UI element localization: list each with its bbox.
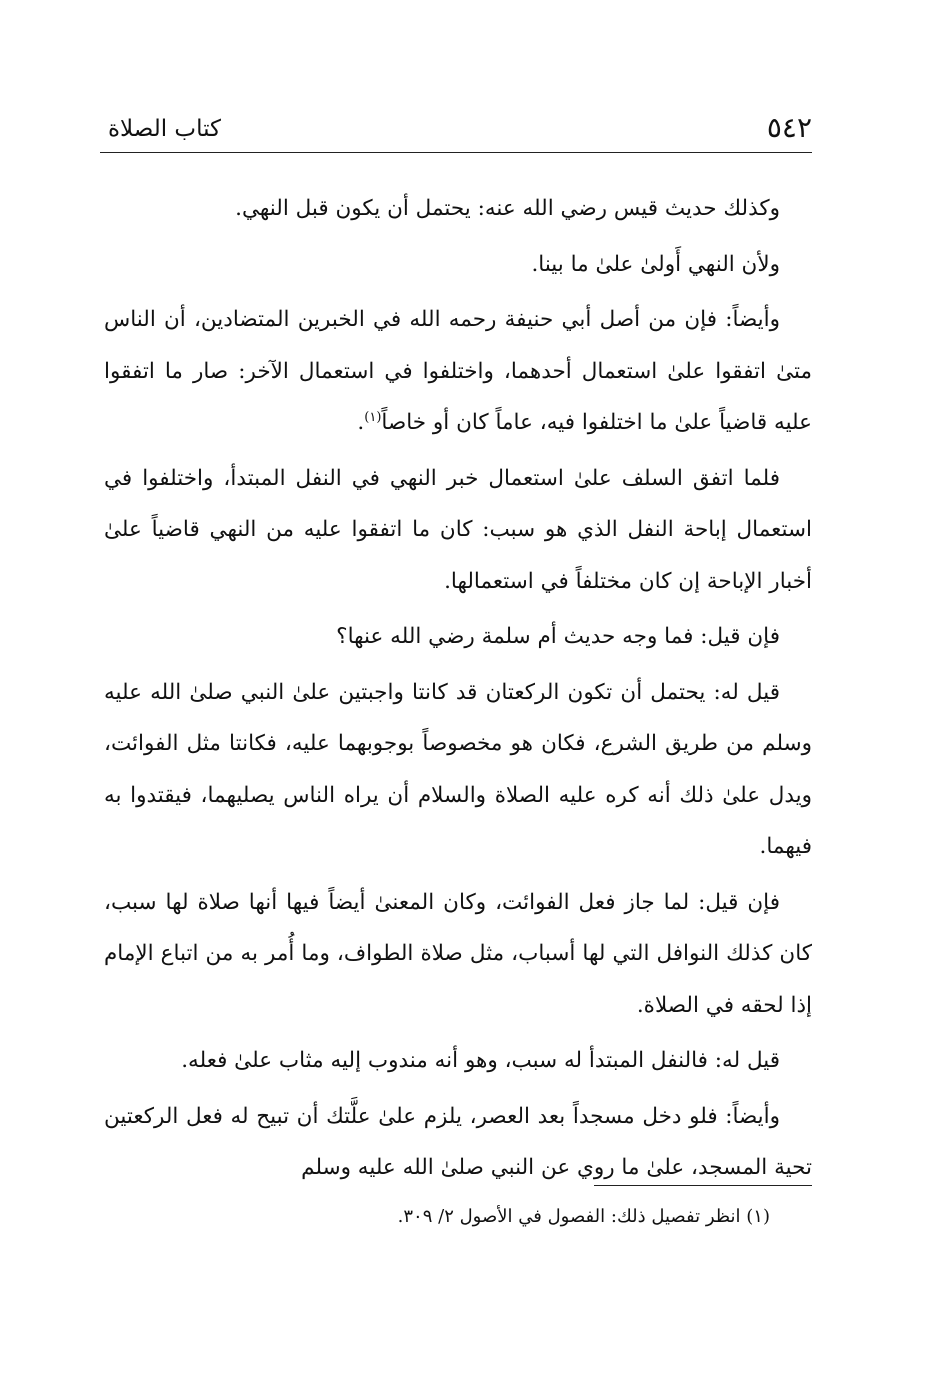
footnote-divider <box>594 1185 812 1186</box>
paragraph: فلما اتفق السلف علىٰ استعمال خبر النهي في النفل المبتدأ، واختلفوا في استعمال إباحة النفل الذي هو سبب: كان ما اتفقوا عليه من النهي قاضياً علىٰ أخبار الإباحة إن كان مختلفاً في استعمالها. <box>104 465 812 594</box>
paragraph: قيل له: يحتمل أن تكون الركعتان قد كانتا واجبتين علىٰ النبي صلىٰ الله عليه وسلم من طريق الشرع، فكان هو مخصوصاً بوجوبهما عليه، فكانتا مثل الفوائت، ويدل علىٰ ذلك أنه كره عليه الصلاة والسلام أن يراه الناس يصليهما، فيقتدوا به فيهما. <box>104 679 812 859</box>
footnote: (١) انظر تفصيل ذلك: الفصول في الأصول ٢/ ٣٠٩. <box>397 1206 770 1227</box>
page-header <box>100 110 812 153</box>
running-title: كتاب الصلاة <box>108 116 221 142</box>
paragraph: وكذلك حديث قيس رضي الله عنه: يحتمل أن يكون قبل النهي. <box>235 196 780 221</box>
paragraph: قيل له: فالنفل المبتدأ له سبب، وهو أنه مندوب إليه مثاب علىٰ فعله. <box>181 1048 780 1073</box>
paragraph <box>104 294 812 449</box>
paragraph: وأيضاً: فلو دخل مسجداً بعد العصر، يلزم علىٰ علَّتك أن تبيح له فعل الركعتين تحية المسجد، علىٰ ما روي عن النبي صلىٰ الله عليه وسلم <box>104 1103 812 1180</box>
footnote-marker: (١) <box>364 409 382 425</box>
paragraph-end: . <box>357 410 365 435</box>
paragraph: فإن قيل: فما وجه حديث أم سلمة رضي الله عنها؟ <box>336 624 780 649</box>
body-text <box>104 183 812 1194</box>
paragraph: ولأن النهي أَولىٰ علىٰ ما بينا. <box>531 251 780 277</box>
paragraph: فإن قيل: لما جاز فعل الفوائت، وكان المعنىٰ أيضاً فيها أنها صلاة لها سبب، كان كذلك النوافل التي لها أسباب، مثل صلاة الطواف، وما أُمر به من اتباع الإمام إذا لحقه في الصلاة. <box>104 889 812 1018</box>
paragraph-text: وأيضاً: فإن من أصل أبي حنيفة رحمه الله في الخبرين المتضادين، أن الناس متىٰ اتفقوا علىٰ استعمال أحدهما، واختلفوا في استعمال الآخر: صار ما اتفقوا عليه قاضياً علىٰ ما اختلفوا فيه، عاماً كان أو خاصاً <box>104 307 813 435</box>
page-number: ٥٤٢ <box>766 111 812 144</box>
